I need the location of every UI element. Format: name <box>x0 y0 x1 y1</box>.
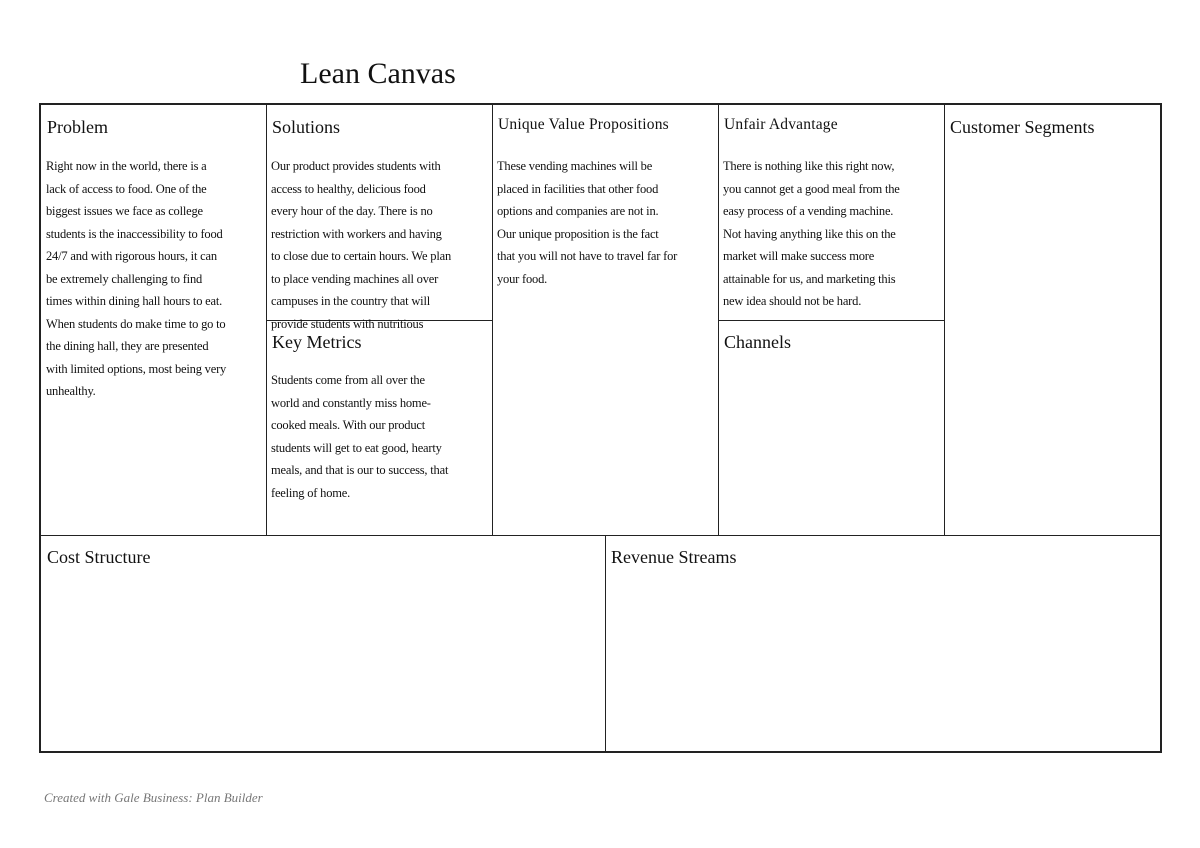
unfair-advantage-section <box>718 105 945 321</box>
channels-heading: Channels <box>724 332 791 352</box>
problem-heading: Problem <box>47 117 108 137</box>
uvp-text: These vending machines will be placed in facilities that other food options and companies are not in. Our unique proposition is the fact that you will not have to travel far for your food. <box>497 159 678 286</box>
unfair-advantage-text: There is nothing like this right now, you cannot get a good meal from the easy process of a vending machine. Not having anything like this on the market will make success more attainable for us, and marketing this new idea should not be hard. <box>723 159 900 308</box>
solutions-section <box>266 105 493 331</box>
revenue-streams-section <box>605 535 1160 751</box>
unique-value-propositions-section <box>492 105 719 536</box>
solutions-heading: Solutions <box>272 117 341 137</box>
cost-structure-heading: Cost Structure <box>47 547 151 567</box>
revenue-streams-heading: Revenue Streams <box>611 547 737 567</box>
key-metrics-section <box>266 320 493 536</box>
key-metrics-heading: Key Metrics <box>272 332 362 352</box>
uvp-heading: Unique Value Propositions <box>498 116 669 133</box>
unfair-advantage-heading: Unfair Advantage <box>724 116 838 133</box>
lean-canvas-grid <box>39 103 1162 753</box>
cost-structure-section <box>41 535 606 751</box>
footer-credit: Created with Gale Business: Plan Builder <box>44 790 263 805</box>
page-title: Lean Canvas <box>300 57 456 90</box>
customer-segments-section <box>944 105 1160 536</box>
customer-segments-heading: Customer Segments <box>950 117 1095 137</box>
solutions-text: Our product provides students with access to healthy, delicious food every hour of the day. There is no restriction with workers and having to close due to certain hours. We plan to place vending machines all over campuses in the country that will provide students with nutritious <box>271 159 451 331</box>
channels-section <box>718 320 945 536</box>
key-metrics-text: Students come from all over the world and constantly miss home- cooked meals. With our product students will get to eat good, hearty meals, and that is our to success, that feeling of home. <box>271 373 449 500</box>
problem-section <box>41 105 267 536</box>
problem-text: Right now in the world, there is a lack of access to food. One of the biggest issues we face as college students is the inaccessibility to food 24/7 and with rigorous hours, it can be extremely challenging to find times within dining hall hours to eat. When students do make time to go to the dining hall, they are presented with limited options, most being very unhealthy. <box>46 159 227 398</box>
